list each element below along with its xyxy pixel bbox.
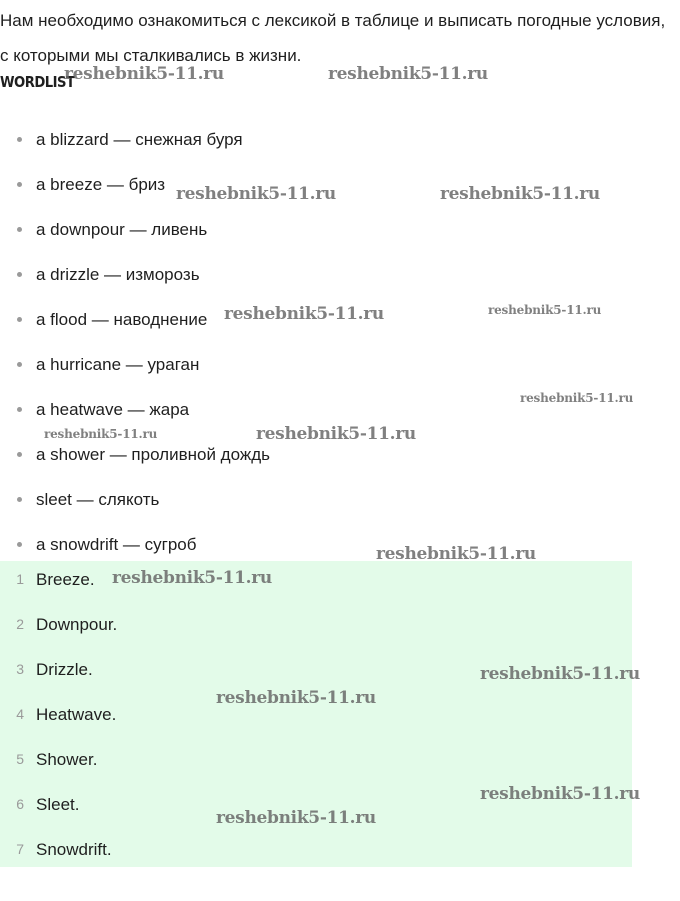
- list-item: [0, 297, 270, 342]
- watermark: reshebnik5-11.ru: [64, 64, 224, 84]
- answer-line: [0, 602, 117, 647]
- vocab-entry: a downpour — ливень: [36, 220, 208, 239]
- answer-line: [0, 647, 117, 692]
- watermark: reshebnik5-11.ru: [176, 184, 336, 204]
- line-number: 3: [16, 661, 24, 677]
- vocab-entry: a shower — проливной дождь: [36, 445, 271, 464]
- answer-line: [0, 782, 117, 827]
- watermark: reshebnik5-11.ru: [440, 184, 600, 204]
- list-item: [0, 342, 270, 387]
- vocab-entry: a breeze — бриз: [36, 175, 166, 194]
- answer-text: Drizzle.: [36, 660, 93, 679]
- answer-code-block: [0, 561, 632, 867]
- line-number: 1: [16, 571, 24, 587]
- answer-text: Snowdrift.: [36, 840, 112, 859]
- answer-list: [0, 557, 117, 872]
- list-item: [0, 207, 270, 252]
- wordlist-heading: WORDLIST: [0, 73, 75, 91]
- bullet-icon: [17, 542, 22, 547]
- line-number: 6: [16, 796, 24, 812]
- watermark: reshebnik5-11.ru: [480, 784, 640, 804]
- answer-line: [0, 692, 117, 737]
- bullet-icon: [17, 497, 22, 502]
- bullet-icon: [17, 362, 22, 367]
- answer-line: [0, 737, 117, 782]
- vocab-entry: sleet — слякоть: [36, 490, 160, 509]
- watermark: reshebnik5-11.ru: [256, 424, 416, 444]
- answer-line: [0, 557, 117, 602]
- watermark: reshebnik5-11.ru: [480, 664, 640, 684]
- watermark: reshebnik5-11.ru: [112, 568, 272, 588]
- answer-text: Sleet.: [36, 795, 80, 814]
- vocab-entry: a blizzard — снежная буря: [36, 130, 243, 149]
- wordlist: [0, 117, 270, 567]
- watermark: reshebnik5-11.ru: [224, 304, 384, 324]
- list-item: [0, 387, 270, 432]
- line-number: 4: [16, 706, 24, 722]
- vocab-entry: a drizzle — изморозь: [36, 265, 200, 284]
- intro-paragraph: Нам необходимо ознакомиться с лексикой в таблице и выписать погодные условия, с которыми мы сталкивались в жизни.: [0, 11, 666, 65]
- answer-text: Heatwave.: [36, 705, 117, 724]
- line-number: 5: [16, 751, 24, 767]
- vocab-entry: a heatwave — жара: [36, 400, 190, 419]
- list-item: [0, 252, 270, 297]
- watermark: reshebnik5-11.ru: [44, 427, 158, 441]
- list-item: [0, 162, 270, 207]
- bullet-icon: [17, 407, 22, 412]
- line-number: 7: [16, 841, 24, 857]
- watermark: reshebnik5-11.ru: [216, 808, 376, 828]
- bullet-icon: [17, 227, 22, 232]
- list-item: [0, 117, 270, 162]
- vocab-entry: a hurricane — ураган: [36, 355, 200, 374]
- bullet-icon: [17, 272, 22, 277]
- bullet-icon: [17, 317, 22, 322]
- line-number: 2: [16, 616, 24, 632]
- watermark: reshebnik5-11.ru: [488, 303, 602, 317]
- watermark: reshebnik5-11.ru: [328, 64, 488, 84]
- vocab-entry: a flood — наводнение: [36, 310, 208, 329]
- list-item: [0, 432, 270, 477]
- vocab-entry: a snowdrift — сугроб: [36, 535, 197, 554]
- bullet-icon: [17, 452, 22, 457]
- answer-text: Shower.: [36, 750, 98, 769]
- watermark: reshebnik5-11.ru: [376, 544, 536, 564]
- answer-line: [0, 827, 117, 872]
- bullet-icon: [17, 182, 22, 187]
- answer-text: Downpour.: [36, 615, 118, 634]
- watermark: reshebnik5-11.ru: [520, 391, 634, 405]
- answer-text: Breeze.: [36, 570, 95, 589]
- list-item: [0, 477, 270, 522]
- watermark: reshebnik5-11.ru: [216, 688, 376, 708]
- bullet-icon: [17, 137, 22, 142]
